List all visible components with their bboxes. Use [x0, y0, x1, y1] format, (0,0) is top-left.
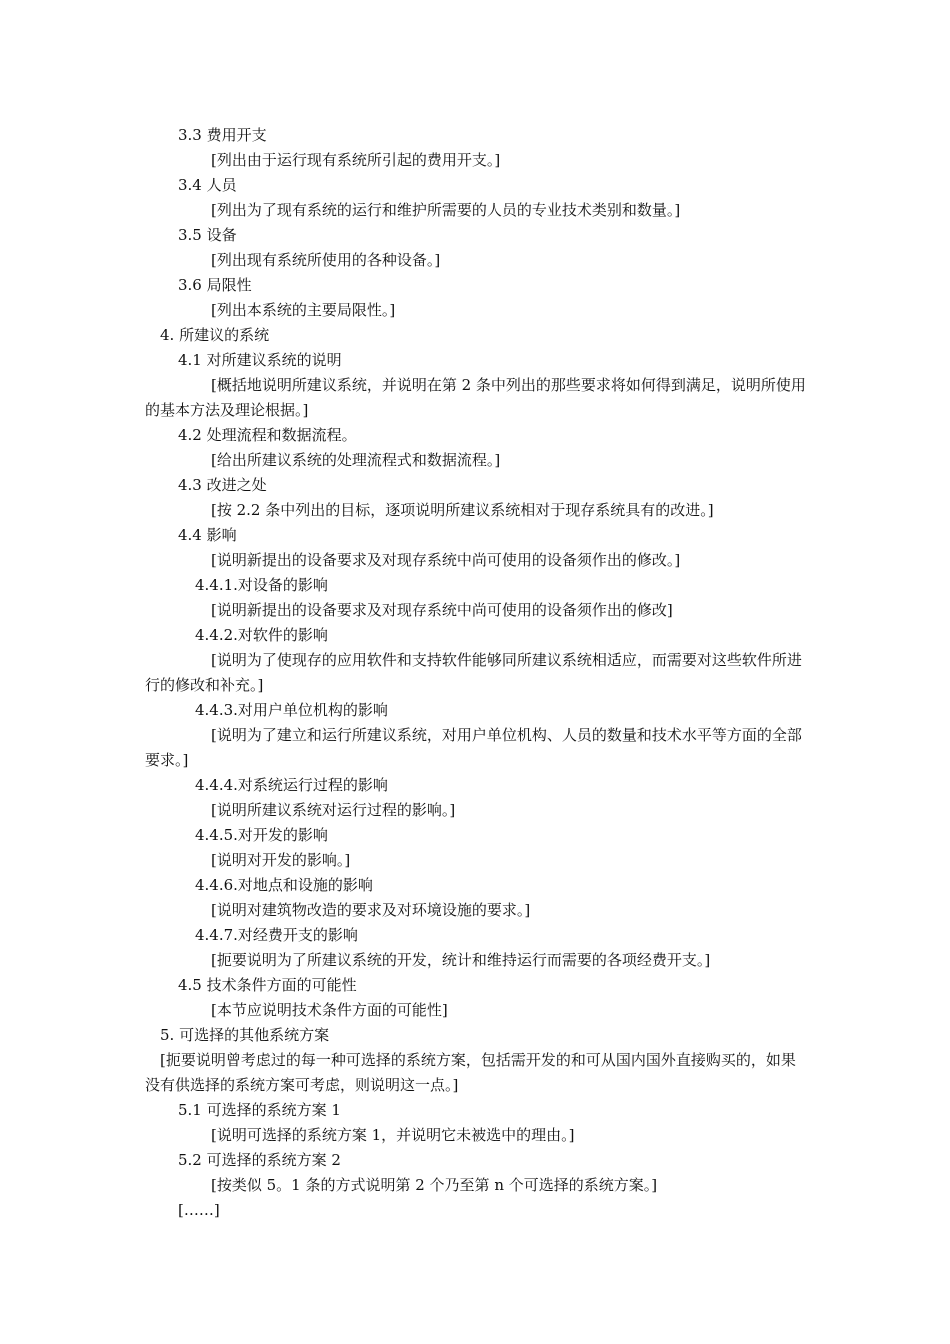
heading-3-3: 3.3 费用开支: [178, 126, 267, 144]
body-5: [扼要说明曾考虑过的每一种可选择的系统方案，包括需开发的和可从国内国外直接购买的，如果没有供选择的系统方案可考虑，则说明这一点。]: [145, 1051, 796, 1094]
body-4-1: [概括地说明所建议系统，并说明在第 2 条中列出的那些要求将如何得到满足，说明所使用的基本方法及理论根据。]: [145, 376, 806, 419]
body-4-4-6: [说明对建筑物改造的要求及对环境设施的要求。]: [211, 901, 531, 919]
body-3-4: [列出为了现有系统的运行和维护所需要的人员的专业技术类别和数量。]: [211, 201, 681, 219]
heading-4: 4. 所建议的系统: [160, 326, 270, 344]
heading-4-4-3: 4.4.3.对用户单位机构的影响: [195, 701, 388, 719]
heading-4-5: 4.5 技术条件方面的可能性: [178, 976, 357, 994]
heading-4-4-5: 4.4.5.对开发的影响: [195, 826, 328, 844]
heading-3-4: 3.4 人员: [178, 176, 237, 194]
heading-3-5: 3.5 设备: [178, 226, 237, 244]
body-4-2: [给出所建议系统的处理流程式和数据流程。]: [211, 451, 501, 469]
heading-5-2: 5.2 可选择的系统方案 2: [178, 1151, 341, 1169]
heading-4-4-1: 4.4.1.对设备的影响: [195, 576, 328, 594]
body-3-3: [列出由于运行现有系统所引起的费用开支。]: [211, 151, 501, 169]
heading-4-4-6: 4.4.6.对地点和设施的影响: [195, 876, 373, 894]
heading-4-1: 4.1 对所建议系统的说明: [178, 351, 342, 369]
heading-5: 5. 可选择的其他系统方案: [160, 1026, 330, 1044]
body-3-6: [列出本系统的主要局限性。]: [211, 301, 396, 319]
heading-4-4-7: 4.4.7.对经费开支的影响: [195, 926, 358, 944]
body-5-1: [说明可选择的系统方案 1，并说明它未被选中的理由。]: [211, 1126, 575, 1144]
body-4-4-4: [说明所建议系统对运行过程的影响。]: [211, 801, 456, 819]
body-5-2: [按类似 5。1 条的方式说明第 2 个乃至第 n 个可选择的系统方案。]: [211, 1176, 658, 1194]
heading-4-3: 4.3 改进之处: [178, 476, 267, 494]
body-4-5: [本节应说明技术条件方面的可能性]: [211, 1001, 448, 1019]
body-3-5: [列出现有系统所使用的各种设备。]: [211, 251, 441, 269]
body-4-4-2: [说明为了使现存的应用软件和支持软件能够同所建议系统相适应，而需要对这些软件所进行的修改和补充。]: [145, 651, 802, 694]
heading-3-6: 3.6 局限性: [178, 276, 252, 294]
body-4-4-1: [说明新提出的设备要求及对现存系统中尚可使用的设备须作出的修改]: [211, 601, 673, 619]
body-4-3: [按 2.2 条中列出的目标，逐项说明所建议系统相对于现存系统具有的改进。]: [211, 501, 714, 519]
body-4-4-7: [扼要说明为了所建议系统的开发，统计和维持运行而需要的各项经费开支。]: [211, 951, 711, 969]
body-4-4: [说明新提出的设备要求及对现存系统中尚可使用的设备须作出的修改。]: [211, 551, 681, 569]
heading-4-4-2: 4.4.2.对软件的影响: [195, 626, 328, 644]
heading-4-2: 4.2 处理流程和数据流程。: [178, 426, 357, 444]
body-4-4-3: [说明为了建立和运行所建议系统，对用户单位机构、人员的数量和技术水平等方面的全部要求。]: [145, 726, 802, 769]
ellipsis-line: [……]: [178, 1201, 220, 1219]
heading-4-4-4: 4.4.4.对系统运行过程的影响: [195, 776, 388, 794]
body-4-4-5: [说明对开发的影响。]: [211, 851, 351, 869]
heading-4-4: 4.4 影响: [178, 526, 237, 544]
heading-5-1: 5.1 可选择的系统方案 1: [178, 1101, 341, 1119]
